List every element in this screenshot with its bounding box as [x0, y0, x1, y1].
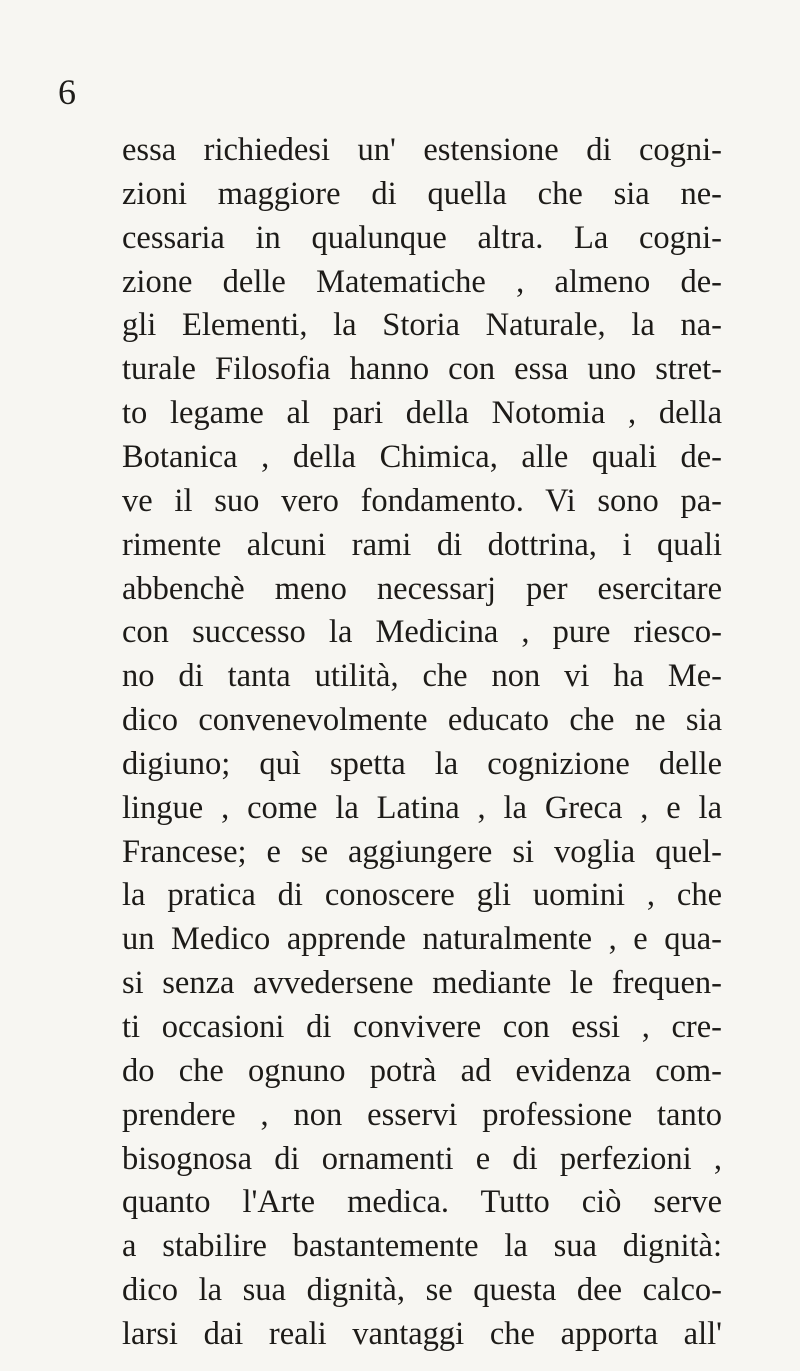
text-line: la pratica di conoscere gli uomini , che — [122, 877, 722, 913]
text-line: do che ognuno potrà ad evidenza com- — [122, 1053, 722, 1089]
text-line: quanto l'Arte medica. Tutto ciò serve — [122, 1184, 722, 1220]
text-line: con successo la Medicina , pure riesco- — [122, 614, 722, 650]
page-number: 6 — [58, 72, 76, 112]
text-line: digiuno; quì spetta la cognizione delle — [122, 746, 722, 782]
text-line: no di tanta utilità, che non vi ha Me- — [122, 658, 722, 694]
text-line: larsi dai reali vantaggi che apporta all' — [122, 1316, 722, 1352]
text-line: rimente alcuni rami di dottrina, i quali — [122, 527, 722, 563]
text-line: turale Filosofia hanno con essa uno stret- — [122, 351, 722, 387]
text-line: Botanica , della Chimica, alle quali de- — [122, 439, 722, 475]
text-line: a stabilire bastantemente la sua dignità: — [122, 1228, 722, 1264]
text-line: si senza avvedersene mediante le frequen- — [122, 965, 722, 1001]
text-line: ve il suo vero fondamento. Vi sono pa- — [122, 483, 722, 519]
text-line: zioni maggiore di quella che sia ne- — [122, 176, 722, 212]
text-line: prendere , non esservi professione tanto — [122, 1097, 722, 1133]
text-line: abbenchè meno necessarj per esercitare — [122, 571, 722, 607]
text-line: to legame al pari della Notomia , della — [122, 395, 722, 431]
text-line: ti occasioni di convivere con essi , cre- — [122, 1009, 722, 1045]
text-line: cessaria in qualunque altra. La cogni- — [122, 220, 722, 256]
text-line: Francese; e se aggiungere si voglia quel- — [122, 834, 722, 870]
text-line: un Medico apprende naturalmente , e qua- — [122, 921, 722, 957]
text-line: essa richiedesi un' estensione di cogni- — [122, 132, 722, 168]
text-line: gli Elementi, la Storia Naturale, la na- — [122, 307, 722, 343]
text-line: bisognosa di ornamenti e di perfezioni , — [122, 1141, 722, 1177]
text-line: dico la sua dignità, se questa dee calco- — [122, 1272, 722, 1308]
text-line: dico convenevolmente educato che ne sia — [122, 702, 722, 738]
text-line: lingue , come la Latina , la Greca , e la — [122, 790, 722, 826]
text-line: zione delle Matematiche , almeno de- — [122, 264, 722, 300]
